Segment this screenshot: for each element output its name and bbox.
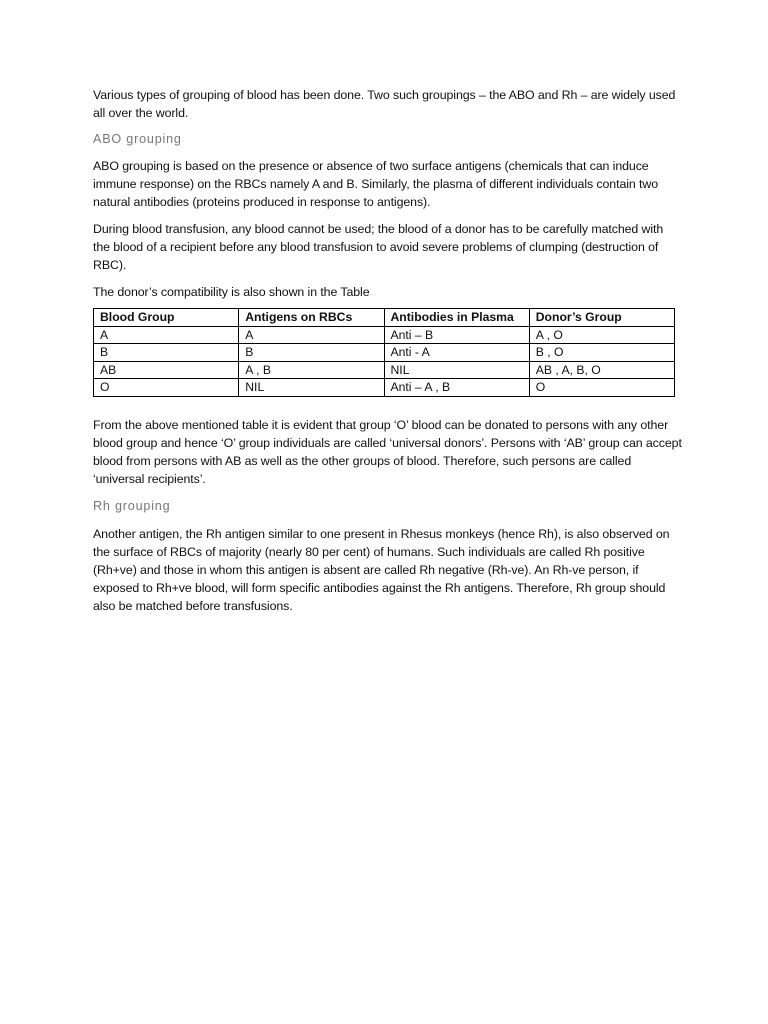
universal-donors-paragraph: From the above mentioned table it is evident that group ‘O’ blood can be donated to persons with any other blood group and hence ‘O’ group individuals are called ‘universal donors’. Persons with ‘AB’ group can accept blood from persons with AB as well as the other groups of blood. Therefore, such persons are called ‘universal recipients’. <box>93 417 682 486</box>
cell-antibodies: NIL <box>384 361 529 379</box>
transfusion-paragraph: During blood transfusion, any blood cannot be used; the blood of a donor has to be carefully matched with the blood of a recipient before any blood transfusion to avoid severe problems of clumping (destruction of RBC). <box>93 222 664 272</box>
intro-paragraph: Various types of grouping of blood has been done. Two such groupings – the ABO and Rh – are widely used all over the world. <box>93 88 676 120</box>
cell-antibodies: Anti – B <box>384 326 529 344</box>
header-antigens: Antigens on RBCs <box>239 309 384 327</box>
cell-blood-group: AB <box>94 361 239 379</box>
cell-blood-group: B <box>94 344 239 362</box>
cell-antigens: NIL <box>239 379 384 397</box>
cell-donors-group: B , O <box>529 344 674 362</box>
header-blood-group: Blood Group <box>94 309 239 327</box>
abo-paragraph: ABO grouping is based on the presence or absence of two surface antigens (chemicals that can induce immune response) on the RBCs namely A and B. Similarly, the plasma of different individuals contain two natural antibodies (proteins produced in response to antigens). <box>93 159 659 209</box>
document-body <box>93 86 683 615</box>
cell-blood-group: O <box>94 379 239 397</box>
abo-grouping-heading: ABO grouping <box>93 132 182 146</box>
cell-donors-group: AB , A, B, O <box>529 361 674 379</box>
table-header-row <box>94 309 675 327</box>
cell-antibodies: Anti – A , B <box>384 379 529 397</box>
rh-paragraph: Another antigen, the Rh antigen similar to one present in Rhesus monkeys (hence Rh), is also observed on the surface of RBCs of majority (nearly 80 per cent) of humans. Such individuals are called Rh positive (Rh+ve) and those in whom this antigen is absent are called Rh negative (Rh-ve). An Rh-ve person, if exposed to Rh+ve blood, will form specific antibodies against the Rh antigens. Therefore, Rh group should also be matched before transfusions. <box>93 526 670 613</box>
cell-antigens: A , B <box>239 361 384 379</box>
cell-antibodies: Anti - A <box>384 344 529 362</box>
cell-donors-group: O <box>529 379 674 397</box>
table-row <box>94 379 675 397</box>
cell-donors-group: A , O <box>529 326 674 344</box>
table-row <box>94 326 675 344</box>
table-row <box>94 344 675 362</box>
table-intro: The donor’s compatibility is also shown in the Table <box>93 285 370 299</box>
blood-group-table <box>93 308 675 397</box>
cell-antigens: B <box>239 344 384 362</box>
table-row <box>94 361 675 379</box>
rh-grouping-heading: Rh grouping <box>93 498 171 513</box>
cell-antigens: A <box>239 326 384 344</box>
header-antibodies: Antibodies in Plasma <box>384 309 529 327</box>
header-donors-group: Donor’s Group <box>529 309 674 327</box>
cell-blood-group: A <box>94 326 239 344</box>
